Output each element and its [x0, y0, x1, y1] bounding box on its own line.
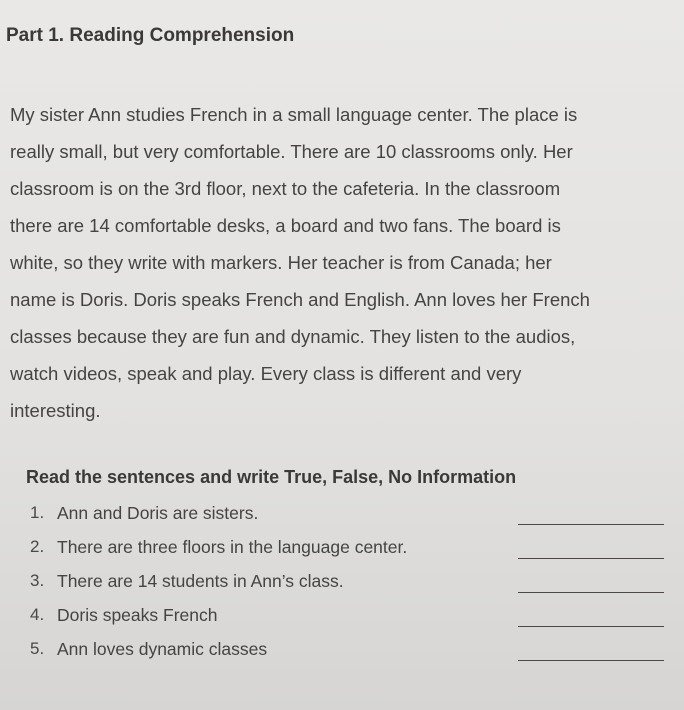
passage-line: white, so they write with markers. Her teacher is from Canada; her — [10, 252, 552, 273]
passage-line: My sister Ann studies French in a small language center. The place is — [10, 104, 578, 125]
question-item — [30, 534, 680, 568]
question-number: 4. — [30, 605, 45, 624]
question-item — [30, 602, 680, 636]
question-item — [30, 636, 680, 670]
question-number: 2. — [30, 537, 45, 556]
answer-blank[interactable] — [518, 660, 664, 661]
answer-blank[interactable] — [518, 558, 664, 559]
question-item — [30, 500, 680, 534]
exercise-instructions: Read the sentences and write True, False, No Information — [26, 467, 517, 487]
passage-line: classroom is on the 3rd floor, next to the cafeteria. In the classroom — [10, 178, 561, 199]
passage-line: classes because they are fun and dynamic. They listen to the audios, — [10, 326, 576, 347]
question-number: 3. — [30, 571, 45, 590]
answer-blank[interactable] — [518, 626, 664, 627]
question-number: 5. — [30, 639, 45, 658]
question-list — [30, 500, 680, 670]
answer-blank[interactable] — [518, 524, 664, 525]
passage-line: really small, but very comfortable. There are 10 classrooms only. Her — [10, 141, 573, 162]
passage-line: watch videos, speak and play. Every class is different and very — [10, 363, 522, 384]
passage-line: there are 14 comfortable desks, a board and two fans. The board is — [10, 215, 561, 236]
section-title: Part 1. Reading Comprehension — [6, 25, 295, 46]
reading-passage — [10, 96, 680, 429]
question-item — [30, 568, 680, 602]
answer-blank[interactable] — [518, 592, 664, 593]
question-text: There are three floors in the language center. — [57, 537, 408, 557]
passage-line: name is Doris. Doris speaks French and English. Ann loves her French — [10, 289, 590, 310]
question-text: Ann loves dynamic classes — [57, 639, 268, 659]
passage-line: interesting. — [10, 400, 101, 421]
question-number: 1. — [30, 503, 45, 522]
question-text: Ann and Doris are sisters. — [57, 503, 259, 523]
question-text: Doris speaks French — [57, 605, 218, 625]
question-text: There are 14 students in Ann’s class. — [57, 571, 344, 591]
